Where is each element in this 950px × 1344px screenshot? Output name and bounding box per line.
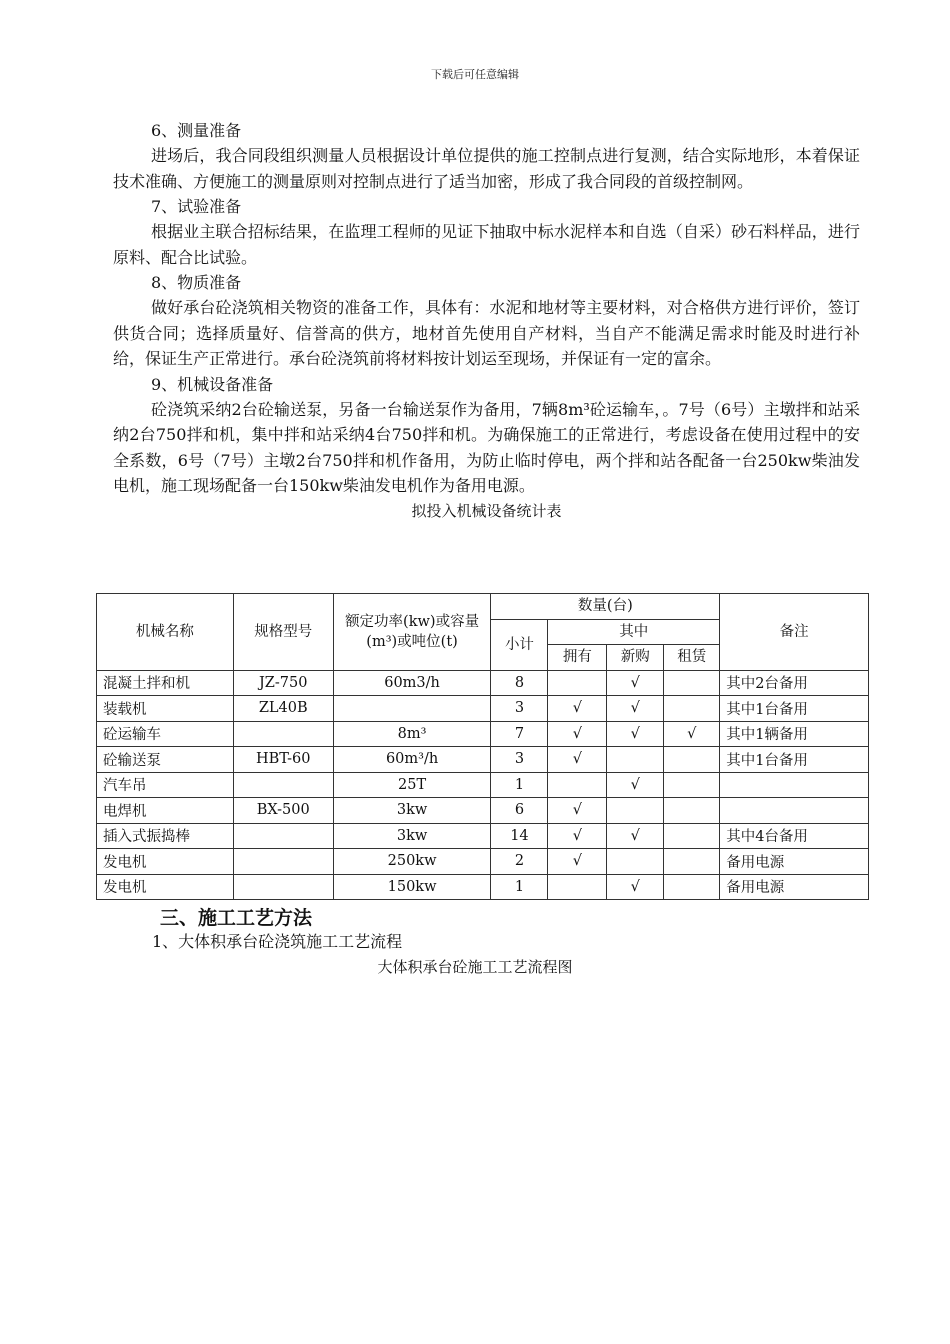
step-1-title: 1、大体积承台砼浇筑施工工艺流程 bbox=[152, 932, 403, 951]
cell-subtotal: 14 bbox=[491, 823, 548, 849]
section-8-body: 做好承台砼浇筑相关物资的准备工作，具体有：水泥和地材等主要材料，对合格供方进行评价，签订供货合同；选择质量好、信誉高的供方，地材首先使用自产材料，当自产不能满足需求时能及时进行补给，保证生产正常进行。承台砼浇筑前将材料按计划运至现场，并保证有一定的富余。 bbox=[113, 298, 860, 368]
cell-name: 砼运输车 bbox=[97, 721, 234, 747]
cell-new: √ bbox=[607, 874, 664, 900]
cell-model bbox=[233, 823, 333, 849]
document-body bbox=[113, 118, 860, 523]
cell-rent bbox=[664, 772, 720, 798]
section-6-title: 6、测量准备 bbox=[151, 121, 242, 140]
table-row bbox=[97, 747, 869, 773]
header-note: 下载后可任意编辑 bbox=[431, 68, 519, 81]
table-row bbox=[97, 721, 869, 747]
cell-rent bbox=[664, 670, 720, 696]
cell-model: BX-500 bbox=[233, 798, 333, 824]
section-8-title: 8、物质准备 bbox=[151, 273, 242, 292]
cell-owned: √ bbox=[548, 696, 607, 722]
cell-new: √ bbox=[607, 721, 664, 747]
cell-remark: 其中1台备用 bbox=[720, 696, 869, 722]
cell-new: √ bbox=[607, 823, 664, 849]
cell-model: HBT-60 bbox=[233, 747, 333, 773]
cell-new bbox=[607, 798, 664, 824]
cell-power: 25T bbox=[333, 772, 491, 798]
cell-power bbox=[333, 696, 491, 722]
cell-remark: 其中2台备用 bbox=[720, 670, 869, 696]
table-row bbox=[97, 849, 869, 875]
cell-rent bbox=[664, 823, 720, 849]
cell-new: √ bbox=[607, 696, 664, 722]
cell-power: 150kw bbox=[333, 874, 491, 900]
header-rent: 租赁 bbox=[664, 645, 720, 671]
cell-remark: 其中4台备用 bbox=[720, 823, 869, 849]
cell-new bbox=[607, 747, 664, 773]
cell-owned: √ bbox=[548, 823, 607, 849]
cell-subtotal: 1 bbox=[491, 874, 548, 900]
cell-name: 发电机 bbox=[97, 849, 234, 875]
cell-rent bbox=[664, 747, 720, 773]
cell-remark: 备用电源 bbox=[720, 849, 869, 875]
section-3-title: 三、施工工艺方法 bbox=[160, 907, 313, 929]
cell-owned: √ bbox=[548, 747, 607, 773]
cell-rent bbox=[664, 849, 720, 875]
cell-name: 混凝土拌和机 bbox=[97, 670, 234, 696]
table-row bbox=[97, 670, 869, 696]
table-row bbox=[97, 823, 869, 849]
cell-rent: √ bbox=[664, 721, 720, 747]
cell-new: √ bbox=[607, 772, 664, 798]
cell-new bbox=[607, 849, 664, 875]
cell-rent bbox=[664, 696, 720, 722]
cell-subtotal: 3 bbox=[491, 696, 548, 722]
table-row bbox=[97, 874, 869, 900]
cell-name: 汽车吊 bbox=[97, 772, 234, 798]
header-quantity: 数量(台) bbox=[491, 594, 720, 620]
cell-power: 60m3/h bbox=[333, 670, 491, 696]
header-remark: 备注 bbox=[720, 594, 869, 671]
cell-subtotal: 2 bbox=[491, 849, 548, 875]
cell-subtotal: 7 bbox=[491, 721, 548, 747]
cell-model bbox=[233, 772, 333, 798]
cell-model bbox=[233, 849, 333, 875]
cell-subtotal: 8 bbox=[491, 670, 548, 696]
section-7-title: 7、试验准备 bbox=[151, 197, 242, 216]
cell-model bbox=[233, 721, 333, 747]
equipment-table bbox=[96, 593, 869, 900]
section-7-body: 根据业主联合招标结果，在监理工程师的见证下抽取中标水泥样本和自选（自采）砂石料样品，进行原料、配合比试验。 bbox=[113, 222, 860, 267]
cell-owned bbox=[548, 670, 607, 696]
cell-rent bbox=[664, 798, 720, 824]
cell-power: 60m³/h bbox=[333, 747, 491, 773]
cell-model bbox=[233, 874, 333, 900]
header-power: 额定功率(kw)或容量(m³)或吨位(t) bbox=[333, 594, 491, 671]
cell-power: 3kw bbox=[333, 798, 491, 824]
cell-name: 电焊机 bbox=[97, 798, 234, 824]
section-6-body: 进场后，我合同段组织测量人员根据设计单位提供的施工控制点进行复测，结合实际地形，本着保证技术准确、方便施工的测量原则对控制点进行了适当加密，形成了我合同段的首级控制网。 bbox=[113, 146, 860, 191]
cell-name: 砼输送泵 bbox=[97, 747, 234, 773]
section-9-body: 砼浇筑采纳2台砼输送泵，另备一台输送泵作为备用，7辆8m³砼运输车，。7号（6号）主墩拌和站采纳2台750拌和机，集中拌和站采纳4台750拌和机。为确保施工的正常进行，考虑设备在使用过程中的安全系数，6号（7号）主墩2台750拌和机作备用，为防止临时停电，两个拌和站各配备一台250kw柴油发电机，施工现场配备一台150kw柴油发电机作为备用电源。 bbox=[113, 399, 860, 495]
header-model: 规格型号 bbox=[233, 594, 333, 671]
cell-name: 插入式振捣棒 bbox=[97, 823, 234, 849]
header-among: 其中 bbox=[548, 619, 720, 645]
cell-rent bbox=[664, 874, 720, 900]
table-caption: 拟投入机械设备统计表 bbox=[411, 501, 562, 520]
cell-power: 3kw bbox=[333, 823, 491, 849]
header-subtotal: 小计 bbox=[491, 619, 548, 670]
cell-subtotal: 3 bbox=[491, 747, 548, 773]
table-row bbox=[97, 772, 869, 798]
cell-owned bbox=[548, 874, 607, 900]
table-row bbox=[97, 696, 869, 722]
cell-subtotal: 1 bbox=[491, 772, 548, 798]
cell-owned: √ bbox=[548, 798, 607, 824]
cell-model: JZ-750 bbox=[233, 670, 333, 696]
cell-model: ZL40B bbox=[233, 696, 333, 722]
cell-subtotal: 6 bbox=[491, 798, 548, 824]
flow-chart-caption: 大体积承台砼施工工艺流程图 bbox=[377, 958, 573, 976]
cell-owned: √ bbox=[548, 721, 607, 747]
cell-remark: 其中1辆备用 bbox=[720, 721, 869, 747]
cell-name: 装载机 bbox=[97, 696, 234, 722]
cell-remark bbox=[720, 772, 869, 798]
cell-remark bbox=[720, 798, 869, 824]
cell-power: 8m³ bbox=[333, 721, 491, 747]
cell-remark: 其中1台备用 bbox=[720, 747, 869, 773]
cell-owned: √ bbox=[548, 849, 607, 875]
cell-new: √ bbox=[607, 670, 664, 696]
cell-owned bbox=[548, 772, 607, 798]
cell-power: 250kw bbox=[333, 849, 491, 875]
table-row bbox=[97, 798, 869, 824]
header-new: 新购 bbox=[607, 645, 664, 671]
header-name: 机械名称 bbox=[97, 594, 234, 671]
header-owned: 拥有 bbox=[548, 645, 607, 671]
section-9-title: 9、机械设备准备 bbox=[151, 374, 274, 394]
cell-name: 发电机 bbox=[97, 874, 234, 900]
cell-remark: 备用电源 bbox=[720, 874, 869, 900]
